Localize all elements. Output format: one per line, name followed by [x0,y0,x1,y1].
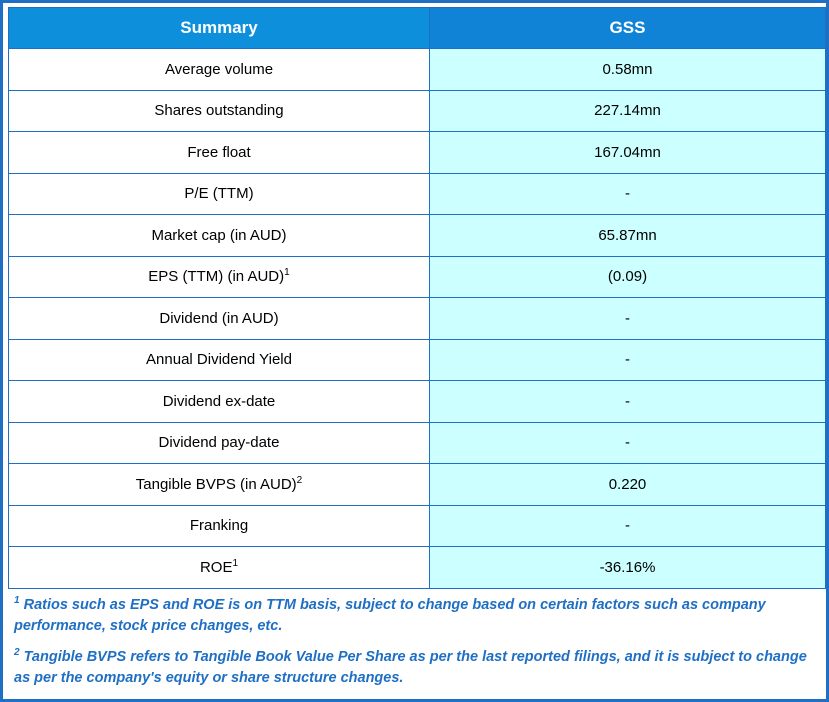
row-label [9,505,430,547]
summary-table [8,7,826,589]
table-row [9,132,826,174]
footnote-marker: 1 [14,594,20,606]
table-body [9,49,826,589]
table-row [9,173,826,215]
table-row [9,464,826,506]
row-label-text: ROE [199,558,233,576]
footnote-text: Tangible BVPS refers to Tangible Book Value Per Share as per the last reported filings, and it is subject to change as per the company's equity or share structure changes. [14,648,807,686]
row-label-text: Average volume [164,60,274,78]
row-label [9,339,430,381]
row-value: 167.04mn [430,132,826,174]
column-header-summary: Summary [9,8,430,49]
row-value: - [430,505,826,547]
table-header-row [9,8,826,49]
row-label-text: P/E (TTM) [184,185,254,203]
row-value: 0.58mn [430,49,826,91]
footnote-marker: 2 [14,646,20,658]
row-label-text: EPS (TTM) (in AUD) [148,268,285,286]
table-row [9,547,826,589]
table-row [9,381,826,423]
row-value: - [430,173,826,215]
row-label [9,132,430,174]
row-value: 65.87mn [430,215,826,257]
table-row [9,505,826,547]
row-label-text: Franking [189,517,249,535]
row-value: (0.09) [430,256,826,298]
table-row [9,422,826,464]
table-row [9,215,826,257]
row-label-text: Dividend pay-date [158,434,280,452]
row-label [9,90,430,132]
table-row [9,90,826,132]
row-label-text: Dividend (in AUD) [159,309,279,327]
row-label-footnote-marker: 2 [296,474,303,486]
row-value: - [430,422,826,464]
row-label [9,298,430,340]
footnote-text: Ratios such as EPS and ROE is on TTM basis, subject to change based on certain factors such as company performance, stock price changes, etc. [14,596,766,634]
row-label [9,256,430,298]
column-header-gss: GSS [430,8,826,49]
row-label-text: Annual Dividend Yield [146,351,292,369]
table-row [9,298,826,340]
row-label-text: Market cap (in AUD) [151,226,287,244]
row-label [9,173,430,215]
row-value: - [430,298,826,340]
row-label [9,547,430,589]
row-label-text: Tangible BVPS (in AUD) [135,475,297,493]
row-label [9,49,430,91]
table-row [9,339,826,381]
row-value: - [430,339,826,381]
row-label [9,215,430,257]
row-label [9,422,430,464]
row-label-footnote-marker: 1 [232,557,239,569]
row-value: 227.14mn [430,90,826,132]
footnotes-section [8,589,821,699]
row-label-text: Dividend ex-date [162,392,276,410]
row-value: -36.16% [430,547,826,589]
footnote [14,647,815,689]
footnote [14,595,815,637]
row-label [9,464,430,506]
row-label-footnote-marker: 1 [284,267,290,279]
table-row [9,256,826,298]
row-value: 0.220 [430,464,826,506]
row-label [9,381,430,423]
row-label-text: Free float [187,143,251,161]
table-row [9,49,826,91]
row-label-text: Shares outstanding [154,102,284,120]
row-value: - [430,381,826,423]
table-header [9,8,826,49]
